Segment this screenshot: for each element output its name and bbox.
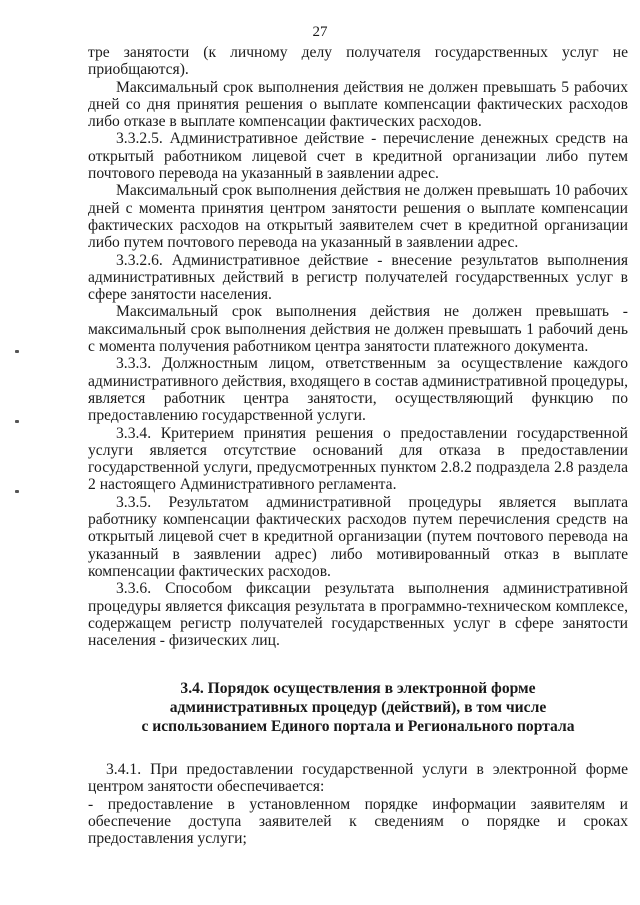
paragraphs-bottom (88, 761, 628, 847)
paragraph: 3.3.2.6. Административное действие - внесение результатов выполнения административных действий в регистр получателей государственных услуг в сфере занятости населения. (88, 251, 628, 304)
paragraph: 3.3.5. Результатом административной процедуры является выплата работнику компенсации фактических расходов путем перечисления средств на открытый лицевой счет в кредитной организации (путем почтового перевода на указанный в заявлении адрес) либо мотивированный отказ в выплате компенсации фактических расходов. (88, 493, 628, 580)
paragraph: 3.3.4. Критерием принятия решения о предоставлении государственной услуги является отсутствие оснований для отказа в предоставлении государственной услуги, предусмотренных пунктом 2.8.2 подраздела 2.8 раздела 2 настоящего Административного регламента. (88, 424, 628, 494)
margin-mark (15, 490, 19, 493)
paragraph: 3.4.1. При предоставлении государственной услуги в электронной форме центром занятости обеспечивается: (88, 761, 628, 796)
paragraph: Максимальный срок выполнения действия не должен превышать 10 рабочих дней с момента принятия центром занятости решения о выплате компенсации фактических расходов на открытый заявителем счет в кредитной организации либо путем почтового перевода на указанный в заявлении адрес. (88, 182, 628, 252)
margin-mark (15, 350, 19, 353)
margin-mark (15, 420, 19, 423)
paragraph: Максимальный срок выполнения действия не должен превышать 5 рабочих дней со дня принятия решения о выплате компенсации фактических расходов либо отказе в выплате компенсации фактических расходов. (88, 78, 628, 131)
section-heading (88, 680, 628, 736)
heading-line: с использованием Единого портала и Регионального портала (141, 717, 575, 735)
paragraph: 3.3.3. Должностным лицом, ответственным за осуществление каждого административного действия, входящего в состав административной процедуры, является работник центра занятости, осуществляющий функцию по предоставлению государственной услуги. (88, 355, 628, 425)
paragraph: тре занятости (к личному делу получателя государственных услуг не приобщаются). (88, 44, 628, 79)
heading-line: административных процедур (действий), в том числе (169, 698, 547, 716)
document-body (88, 44, 628, 848)
paragraph: - предоставление в установленном порядке информации заявителям и обеспечение доступа заявителей к сведениям о порядке и сроках предоставления услуги; (88, 795, 628, 848)
paragraphs-top (88, 44, 628, 649)
page-number: 27 (312, 24, 328, 40)
heading-line: 3.4. Порядок осуществления в электронной форме (180, 680, 536, 698)
paragraph: 3.3.6. Способом фиксации результата выполнения административной процедуры является фиксация результата в программно-техническом комплексе, содержащем регистр получателей государственных услуг в сфере занятости населения - физических лиц. (88, 580, 628, 650)
paragraph: 3.3.2.5. Административное действие - перечисление денежных средств на открытый работником лицевой счет в кредитной организации либо путем почтового перевода на указанный в заявлении адрес. (88, 130, 628, 183)
paragraph: Максимальный срок выполнения действия не должен превышать - максимальный срок выполнения действия не должен превышать 1 рабочий день с момента получения работником центра занятости платежного документа. (88, 303, 628, 356)
